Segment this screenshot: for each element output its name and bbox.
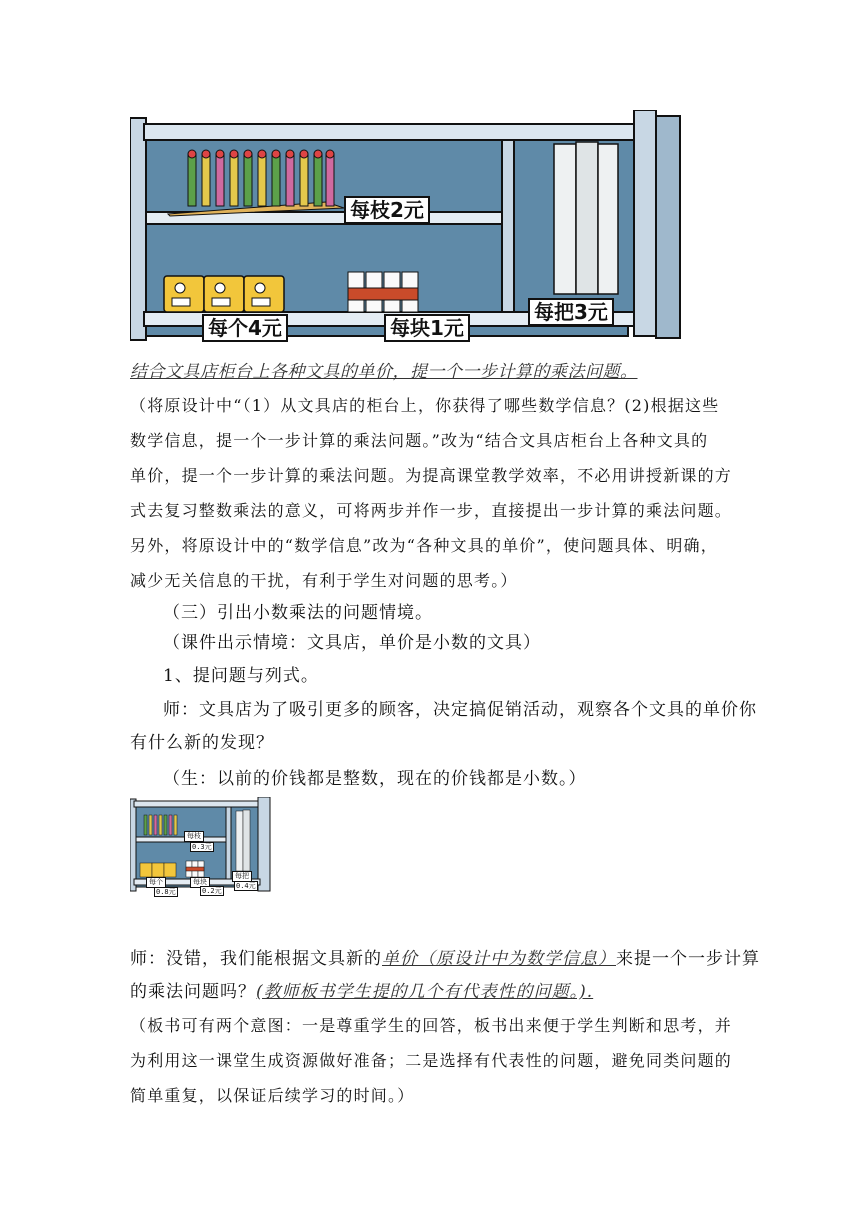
- teacher-line-2a: [130, 944, 760, 969]
- teacher-line-2b-part-1: 的乘法问题吗？: [130, 982, 256, 1002]
- price-tag-sharpener: 每个4元: [202, 314, 288, 342]
- small-tag-pencil: 每枝: [184, 831, 204, 842]
- teacher-line-2-part-1: 师：没错，我们能根据文具新的: [130, 949, 382, 969]
- small-price-eraser: 0.2元: [202, 887, 222, 895]
- note-1-line-1: （将原设计中“（1）从文具店的柜台上，你获得了哪些数学信息？(2)根据这些: [130, 396, 720, 415]
- note-1-line-4: 式去复习整数乘法的意义，可将两步并作一步，直接提出一步计算的乘法问题。: [130, 501, 733, 520]
- teacher-line-2b-underlined: (教师板书学生提的几个有代表性的问题。).: [256, 982, 594, 1002]
- note-1-line-2: 数学信息，提一个一步计算的乘法问题。”改为“结合文具店柜台上各种文具的: [130, 431, 709, 450]
- teacher-line-2-underlined: 单价（原设计中为数学信息）: [382, 949, 616, 969]
- shelf-illustration-2: [130, 797, 272, 897]
- note-1-line-5: 另外，将原设计中的“数学信息”改为“各种文具的单价”，使问题具体、明确，: [130, 536, 718, 555]
- note-2-line-3: 简单重复，以保证后续学习的时间。）: [130, 1086, 415, 1105]
- price-tag-ruler: 每把3元: [528, 298, 614, 326]
- student-line-1: （生：以前的价钱都是整数，现在的价钱都是小数。）: [163, 769, 587, 789]
- note-1-line-3: 单价，提一个一步计算的乘法问题。为提高课堂教学效率，不必用讲授新课的方: [130, 466, 733, 485]
- shelf-illustration-1: [130, 110, 685, 342]
- note-2-line-2: 为利用这一课堂生成资源做好准备；二是选择有代表性的问题，避免同类问题的: [130, 1051, 733, 1070]
- price-tag-pencil: 每枝2元: [344, 196, 430, 224]
- small-tag-eraser: 每块: [190, 877, 210, 888]
- note-1-line-6: 减少无关信息的干扰，有利于学生对问题的思考。）: [130, 571, 518, 590]
- small-price-ruler: 0.4元: [236, 882, 256, 890]
- caption-1: 结合文具店柜台上各种文具的单价，提一个一步计算的乘法问题。: [130, 362, 638, 382]
- small-price-pencil: 0.3元: [192, 843, 212, 851]
- teacher-line-2-part-3: 来提一个一步计算: [616, 949, 760, 969]
- teacher-line-1b: 有什么新的发现？: [130, 733, 274, 753]
- section-3-heading: （三）引出小数乘法的问题情境。: [163, 603, 433, 623]
- small-price-sharpener: 0.8元: [156, 888, 176, 896]
- price-tag-eraser: 每块1元: [384, 314, 470, 342]
- courseware-note: （课件出示情境：文具店，单价是小数的文具）: [163, 633, 541, 653]
- note-2-line-1: （板书可有两个意图：一是尊重学生的回答，板书出来便于学生判断和思考，并: [130, 1016, 733, 1035]
- small-tag-sharpener: 每个: [146, 877, 166, 888]
- step-1-heading: 1、提问题与列式。: [163, 666, 319, 686]
- small-tag-ruler: 每把: [232, 871, 252, 882]
- teacher-line-2b: [130, 977, 593, 1002]
- teacher-line-1a: 师：文具店为了吸引更多的顾客，决定搞促销活动，观察各个文具的单价你: [163, 700, 757, 720]
